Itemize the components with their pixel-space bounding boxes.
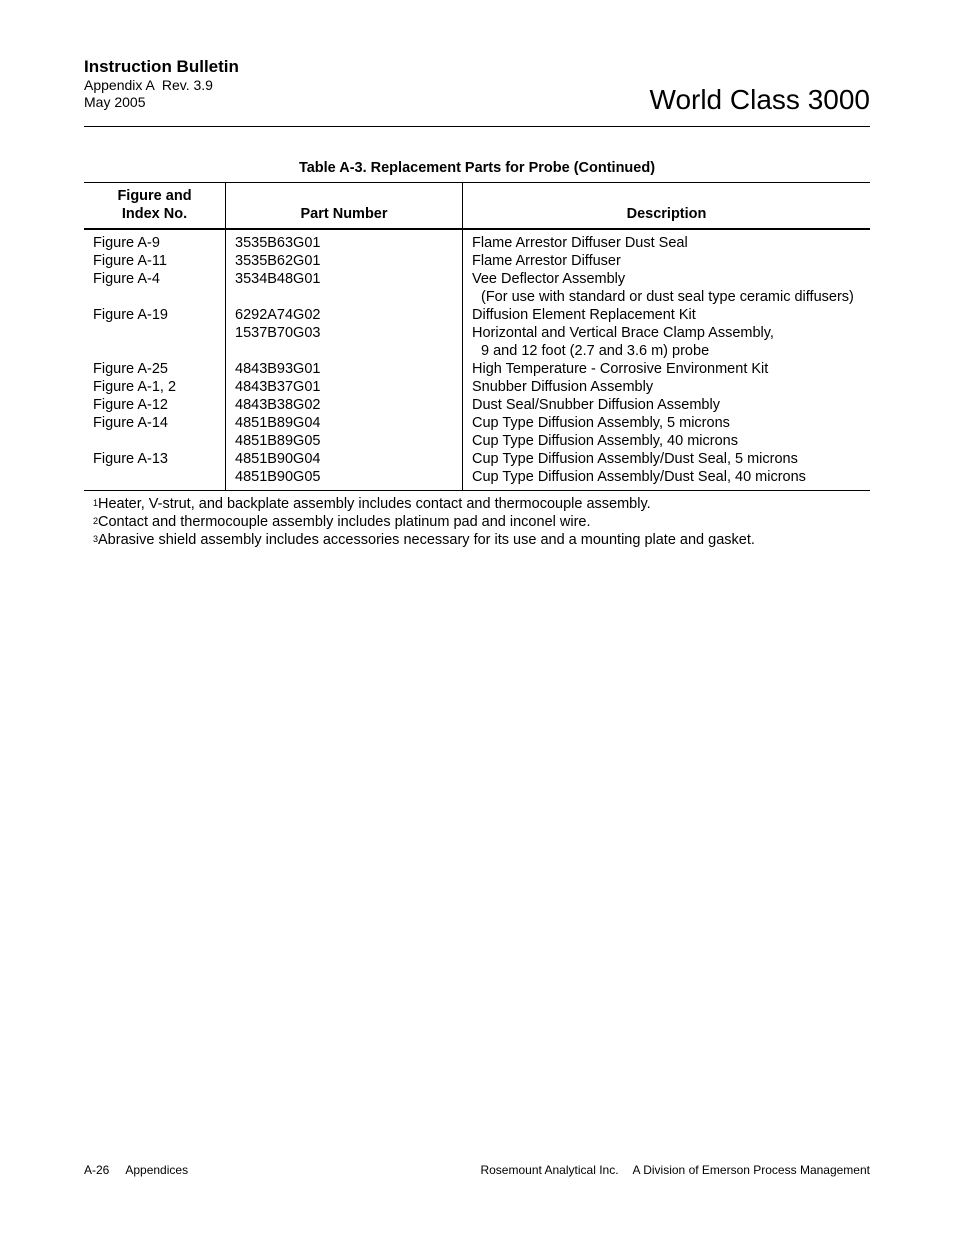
part-number-cell: 4851B90G04	[235, 451, 321, 467]
description-cell: Flame Arrestor Diffuser Dust Seal	[472, 235, 688, 251]
figure-index-cell: Figure A-12	[93, 397, 168, 413]
part-number-cell: 4843B38G02	[235, 397, 321, 413]
figure-index-cell: Figure A-25	[93, 361, 168, 377]
description-cell: Flame Arrestor Diffuser	[472, 253, 621, 269]
footnote-text: Abrasive shield assembly includes accessories necessary for its use and a mounting plate and gasket.	[98, 532, 755, 548]
footnote-mark: 2	[93, 516, 99, 526]
figure-index-cell: Figure A-1, 2	[93, 379, 177, 395]
header-description: Description	[463, 183, 871, 230]
footnote-mark: 1	[93, 498, 99, 508]
figure-index-cell: Figure A-9	[93, 235, 160, 251]
part-number-cell: 3534B48G01	[235, 271, 321, 287]
part-number-column	[226, 229, 463, 491]
part-number-cell: 4851B90G05	[235, 469, 321, 485]
division-name: A Division of Emerson Process Management	[632, 1163, 870, 1177]
description-cell: Snubber Diffusion Assembly	[472, 379, 654, 395]
footnote-2	[93, 513, 755, 531]
company-name: Rosemount Analytical Inc.	[480, 1163, 619, 1177]
description-column	[463, 229, 871, 491]
footnote-text: Heater, V-strut, and backplate assembly includes contact and thermocouple assembly.	[98, 496, 651, 512]
description-cell: Cup Type Diffusion Assembly/Dust Seal, 5 microns	[472, 451, 798, 467]
description-cell: Cup Type Diffusion Assembly, 5 microns	[472, 415, 730, 431]
footnote-3	[93, 531, 755, 549]
table-body-row	[84, 229, 870, 491]
figure-index-cell: Figure A-19	[93, 307, 168, 323]
figure-column	[84, 229, 226, 491]
description-cell: Diffusion Element Replacement Kit	[472, 307, 696, 323]
figure-index-cell	[93, 468, 225, 486]
replacement-parts-table	[84, 182, 870, 491]
header-divider	[84, 126, 870, 127]
part-number-cell: 3535B62G01	[235, 253, 321, 269]
footer-right	[480, 1163, 870, 1178]
header-figure-line1: Figure and	[117, 188, 192, 204]
footer-section: Appendices	[125, 1163, 189, 1177]
product-title: World Class 3000	[649, 84, 870, 115]
header-left	[84, 57, 239, 111]
figure-index-cell	[93, 288, 225, 306]
header-figure-line2: Index No.	[121, 206, 188, 222]
description-cell: Cup Type Diffusion Assembly/Dust Seal, 40 microns	[472, 469, 806, 485]
header-figure-index	[84, 183, 226, 230]
part-number-cell: 4843B37G01	[235, 379, 321, 395]
description-cell: 9 and 12 foot (2.7 and 3.6 m) probe	[481, 343, 710, 359]
description-cell: Horizontal and Vertical Brace Clamp Assembly,	[472, 325, 774, 341]
figure-index-cell	[93, 432, 225, 450]
description-cell: (For use with standard or dust seal type ceramic diffusers)	[481, 289, 854, 305]
figure-index-cell: Figure A-11	[93, 253, 167, 269]
page-number: A-26	[84, 1163, 110, 1177]
figure-index-cell: Figure A-13	[93, 451, 168, 467]
footer-left	[84, 1163, 188, 1178]
description-cell: Dust Seal/Snubber Diffusion Assembly	[472, 397, 720, 413]
publication-date: May 2005	[84, 94, 146, 110]
figure-index-cell	[93, 342, 225, 360]
part-number-cell: 3535B63G01	[235, 235, 321, 251]
figure-index-cell: Figure A-14	[93, 415, 168, 431]
appendix-revision: Appendix A Rev. 3.9	[84, 77, 213, 93]
figure-index-cell: Figure A-4	[93, 271, 160, 287]
description-cell: High Temperature - Corrosive Environment Kit	[472, 361, 769, 377]
footnote-text: Contact and thermocouple assembly includes platinum pad and inconel wire.	[98, 514, 591, 530]
part-number-cell: 6292A74G02	[235, 307, 321, 323]
part-number-cell: 4851B89G05	[235, 433, 321, 449]
part-number-cell: 1537B70G03	[235, 325, 321, 341]
part-number-cell	[235, 288, 462, 306]
table-caption: Table A-3. Replacement Parts for Probe (Continued)	[298, 160, 656, 176]
bulletin-title: Instruction Bulletin	[84, 57, 239, 76]
table-header-row	[84, 183, 870, 230]
description-cell: Vee Deflector Assembly	[472, 271, 626, 287]
figure-index-cell	[93, 324, 225, 342]
part-number-cell: 4843B93G01	[235, 361, 321, 377]
footnotes	[93, 495, 755, 549]
description-cell: Cup Type Diffusion Assembly, 40 microns	[472, 433, 738, 449]
header-part-number: Part Number	[226, 183, 463, 230]
footnote-mark: 3	[93, 534, 99, 544]
footnote-1	[93, 495, 755, 513]
part-number-cell	[235, 342, 462, 360]
part-number-cell: 4851B89G04	[235, 415, 321, 431]
